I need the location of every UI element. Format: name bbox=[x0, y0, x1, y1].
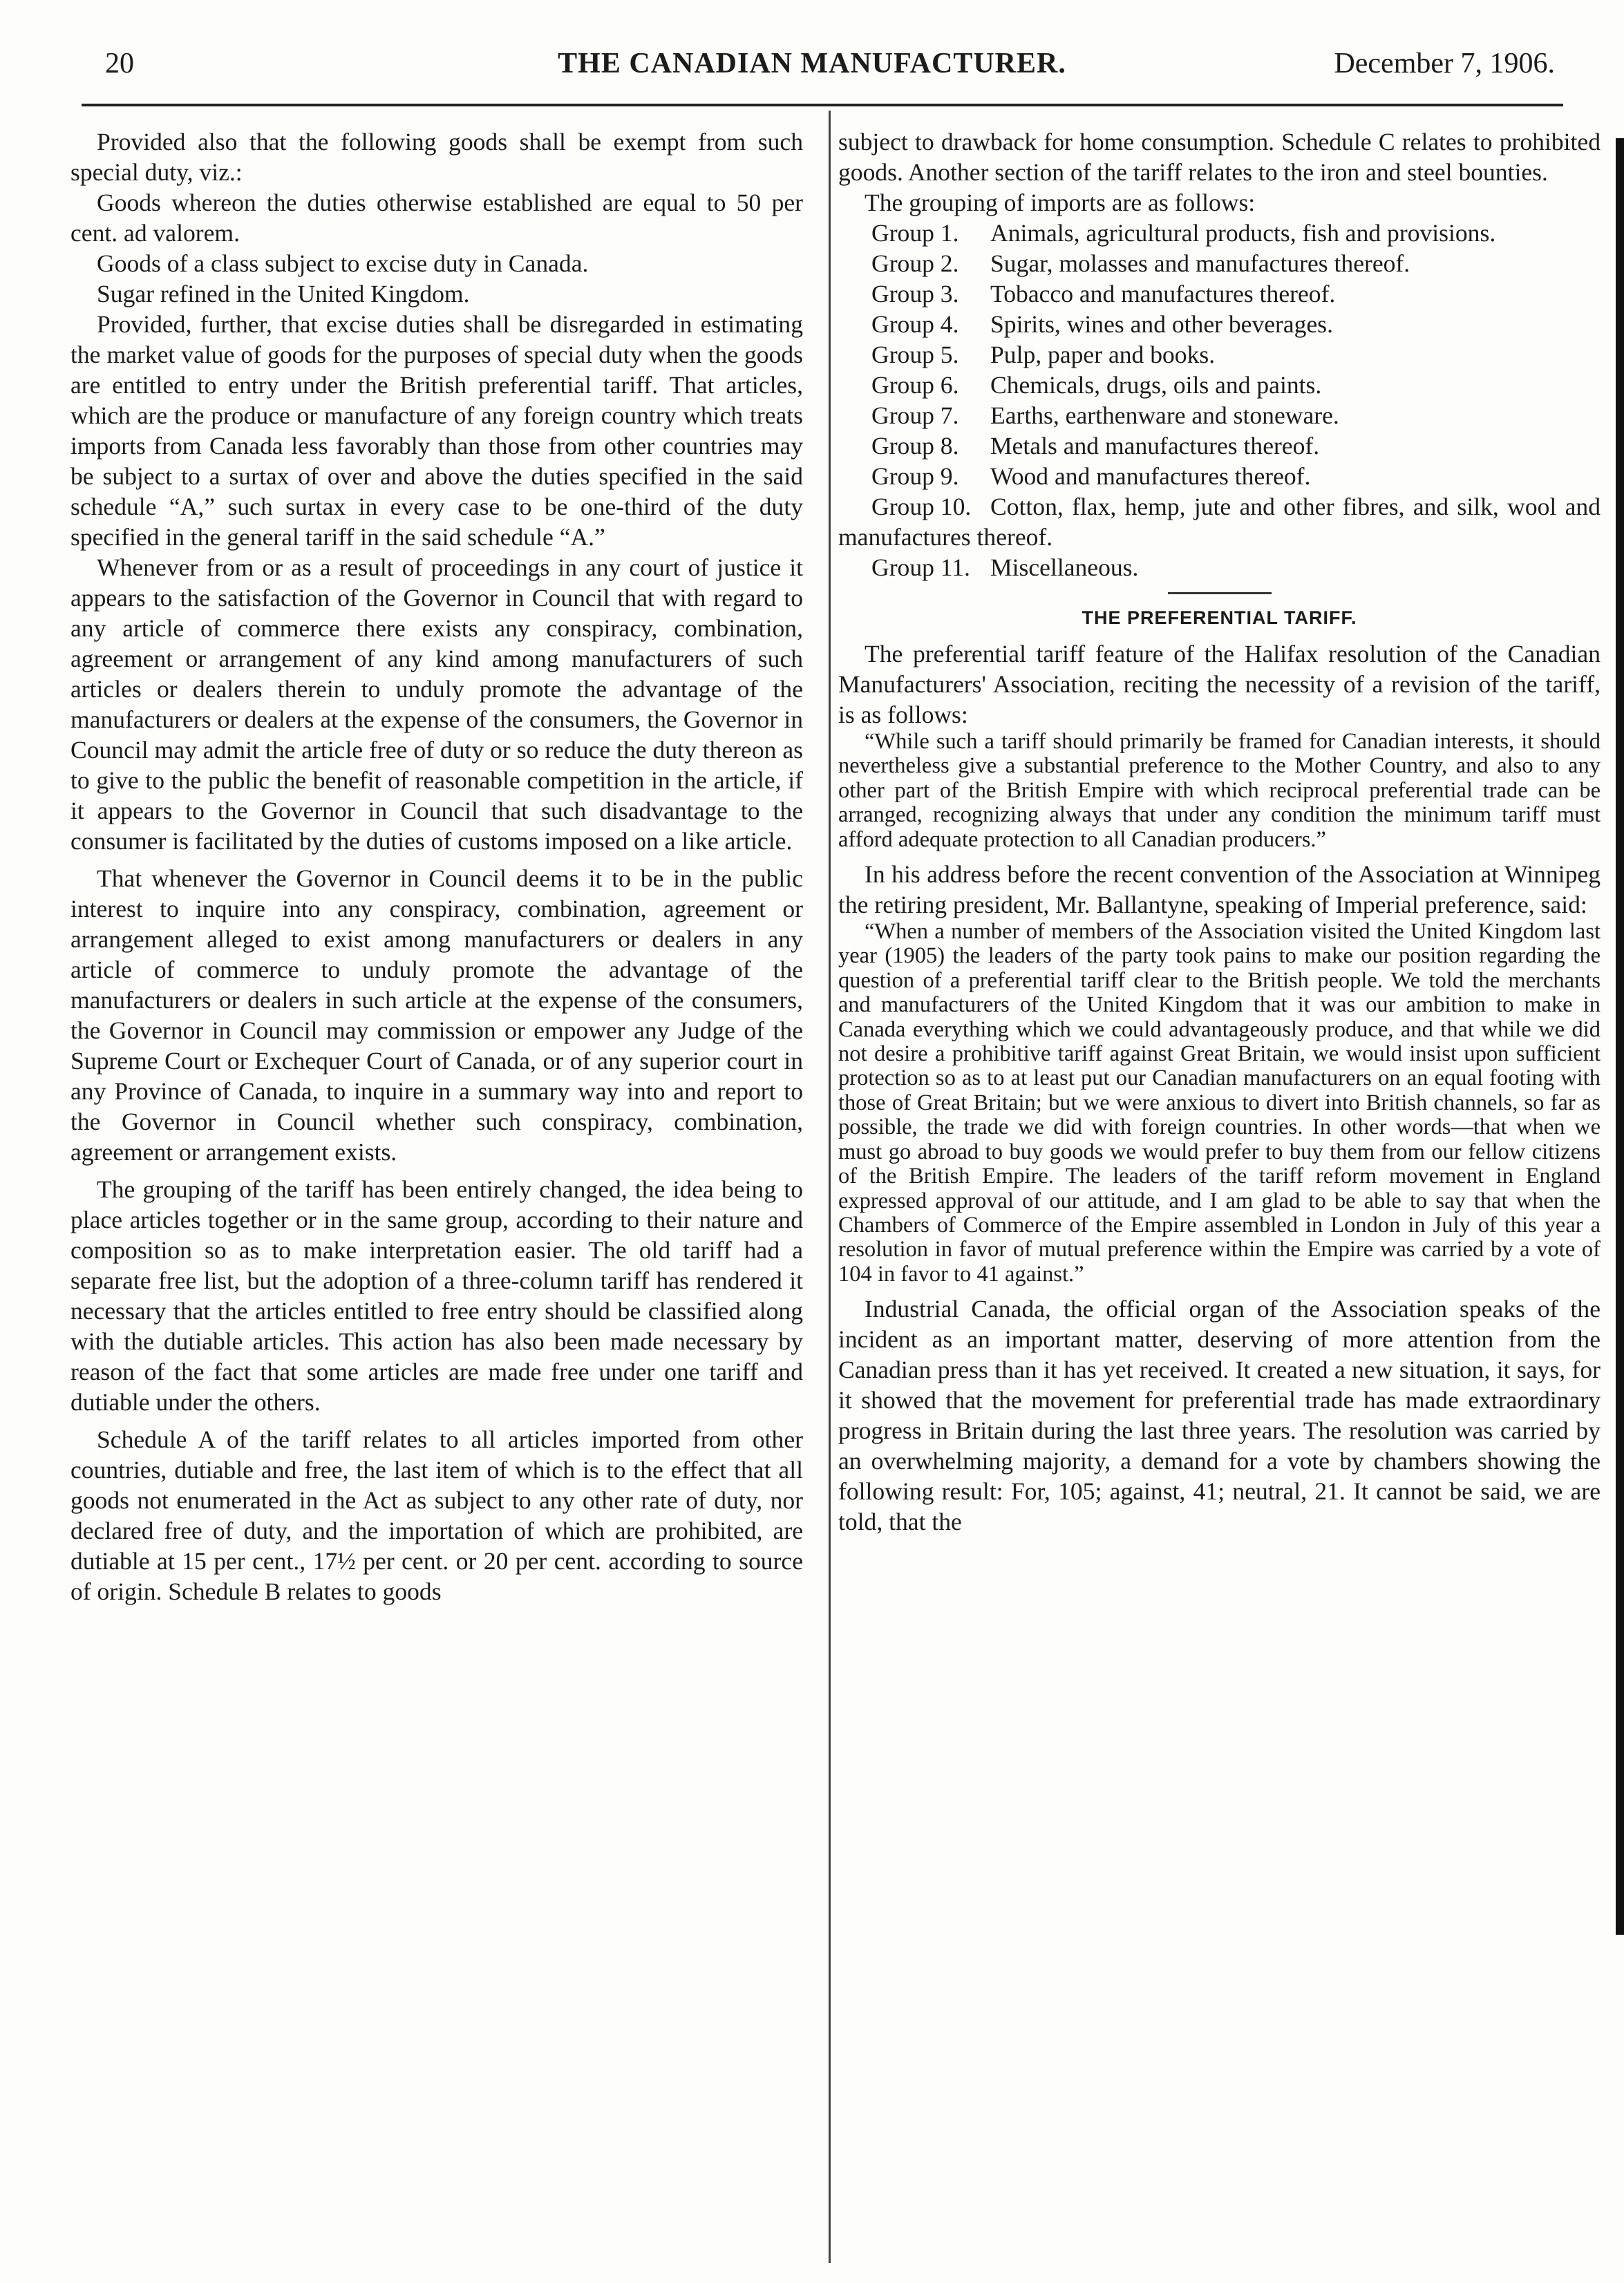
group-text: Miscellaneous. bbox=[990, 553, 1139, 581]
group-label: Group 1. bbox=[871, 219, 959, 247]
paragraph: Schedule A of the tariff relates to all articles imported from other countries, dutiable and free, the last item of which is to the effect that all goods not enumerated in the Act as subject to any other rate of duty, nor declared free of duty, and the importation of which are prohibited, are dutiable at 15 per cent., 17½ per cent. or 20 per cent. according to source of origin. Schedule B relates to goods bbox=[70, 1425, 803, 1605]
header-rule bbox=[82, 104, 1563, 106]
group-text: Cotton, flax, hemp, jute and other fibres, and silk, wool and manufactures thereof. bbox=[838, 493, 1601, 551]
list-item bbox=[838, 339, 1601, 370]
list-item bbox=[838, 552, 1601, 582]
paragraph: Provided also that the following goods shall be exempt from such special duty, viz.: bbox=[70, 128, 803, 186]
quotation: “When a number of members of the Association visited the United Kingdom last year (1905) the leaders of the party took pains to make our position regarding the question of a preferential tariff clear to the British people. We told the merchants and manufacturers of the United Kingdom that it was our ambition to make in Canada everything which we could advantageously produce, and that while we did not desire a prohibitive tariff against Great Britain, we would insist upon sufficient protection so as to at least put our Canadian manufacturers on an equal footing with those of Great Britain; but we were anxious to divert into British channels, so far as possible, the trade we did with foreign countries. In other words—that when we must go abroad to buy goods we would prefer to buy them from our fellow citizens of the British Empire. The leaders of the tariff reform movement in England expressed approval of our attitude, and I am glad to be able to say that when the Chambers of Commerce of the Empire assembled in London in July of this year a resolution in favor of mutual preference within the Empire was carried by a vote of 104 in favor to 41 against.” bbox=[838, 919, 1601, 1287]
right-column bbox=[838, 126, 1601, 1537]
group-label: Group 4. bbox=[871, 310, 959, 338]
group-label: Group 10. bbox=[871, 493, 972, 520]
section-rule bbox=[1168, 592, 1272, 594]
paragraph: Goods whereon the duties otherwise established are equal to 50 per cent. ad valorem. bbox=[70, 189, 803, 247]
group-label: Group 3. bbox=[871, 280, 959, 307]
list-item bbox=[838, 218, 1601, 248]
group-text: Tobacco and manufactures thereof. bbox=[990, 280, 1336, 307]
quotation: “While such a tariff should primarily be framed for Canadian interests, it should nevertheless give a substantial preference to the Mother Country, and also to any other part of the British Empire with which reciprocal preferential trade can be arranged, recognizing always that under any condition the minimum tariff must afford adequate protection to all Canadian producers.” bbox=[838, 729, 1601, 852]
paragraph: Industrial Canada, the official organ of the Association speaks of the incident as an important matter, deserving of more attention from the Canadian press than it has yet received. It created a new situation, it says, for it showed that the movement for preferential trade has made extraordinary progress in Britain during the last three years. The resolution was carried by an overwhelming majority, a demand for a vote by chambers showing the following result: For, 105; against, 41; neutral, 21. It cannot be said, we are told, that the bbox=[838, 1295, 1601, 1536]
group-label: Group 6. bbox=[871, 371, 959, 399]
group-text: Sugar, molasses and manufactures thereof. bbox=[990, 249, 1410, 277]
paragraph: Sugar refined in the United Kingdom. bbox=[97, 280, 470, 307]
list-item bbox=[838, 430, 1601, 461]
column-divider bbox=[829, 111, 831, 2263]
paragraph: That whenever the Governor in Council deems it to be in the public interest to inquire into any conspiracy, combination, agreement or arrangement alleged to exist among manufacturers or dealers in any article of commerce to unduly promote the advantage of the manufacturers or dealers in such article at the expense of the consumers, the Governor in Council may commission or empower any Judge of the Supreme Court or Exchequer Court of Canada, or of any superior court in any Province of Canada, to inquire in a summary way into and report to the Governor in Council whether such conspiracy, combination, agreement or arrangement exists. bbox=[70, 864, 803, 1166]
grouping-intro: The grouping of imports are as follows: bbox=[865, 189, 1256, 216]
group-text: Spirits, wines and other beverages. bbox=[990, 310, 1333, 338]
list-item bbox=[838, 248, 1601, 278]
group-label: Group 5. bbox=[871, 341, 959, 368]
publication-title: THE CANADIAN MANUFACTURER. bbox=[558, 48, 1066, 79]
paragraph: Whenever from or as a result of proceedings in any court of justice it appears to the satisfaction of the Governor in Council that with regard to any article of commerce there exists any conspiracy, combination, agreement or arrangement of any kind among manufacturers of such articles or dealers therein to unduly promote the advantage of the manufacturers or dealers at the expense of the consumers, the Governor in Council may admit the article free of duty or so reduce the duty thereon as to give to the public the benefit of reasonable competition in the article, if it appears to the Governor in Council that such disadvantage to the consumer is facilitated by the duties of customs imposed on a like article. bbox=[70, 553, 803, 855]
list-item bbox=[838, 278, 1601, 309]
group-label: Group 2. bbox=[871, 249, 959, 277]
group-text: Pulp, paper and books. bbox=[990, 341, 1216, 368]
paragraph: The preferential tariff feature of the Halifax resolution of the Canadian Manufacturers' Association, reciting the necessity of a revision of the tariff, is as follows: bbox=[838, 640, 1601, 728]
paragraph: subject to drawback for home consumption. Schedule C relates to prohibited goods. Another section of the tariff relates to the iron and steel bounties. bbox=[838, 128, 1601, 186]
group-label: Group 7. bbox=[871, 401, 959, 429]
paragraph: The grouping of the tariff has been entirely changed, the idea being to place articles together or in the same group, according to their nature and composition so as to make interpretation easier. The old tariff had a separate free list, but the adoption of a three-column tariff has rendered it necessary that the articles entitled to free entry should be classified along with the dutiable articles. This action has also been made necessary by reason of the fact that some articles are made free under one tariff and dutiable under the others. bbox=[70, 1175, 803, 1416]
group-label: Group 11. bbox=[871, 553, 970, 581]
group-label: Group 8. bbox=[871, 432, 959, 460]
list-item bbox=[838, 309, 1601, 339]
list-item bbox=[838, 400, 1601, 430]
paragraph: In his address before the recent convention of the Association at Winnipeg the retiring president, Mr. Ballantyne, speaking of Imperial preference, said: bbox=[838, 860, 1601, 919]
scan-edge bbox=[1616, 138, 1624, 1935]
group-list bbox=[838, 218, 1601, 582]
group-text: Chemicals, drugs, oils and paints. bbox=[990, 371, 1322, 399]
left-column bbox=[70, 126, 803, 1607]
list-item bbox=[838, 370, 1601, 400]
paragraph: Provided, further, that excise duties shall be disregarded in estimating the market value of goods for the purposes of special duty when the goods are entitled to entry under the British preferential tariff. That articles, which are the produce or manufacture of any foreign country which treats imports from Canada less favorably than those from other countries may be subject to a surtax of over and above the duties specified in the said schedule “A,” such surtax in every case to be one-third of the duty specified in the general tariff in the said schedule “A.” bbox=[70, 310, 803, 551]
issue-date: December 7, 1906. bbox=[1334, 48, 1555, 79]
group-label: Group 9. bbox=[871, 462, 959, 490]
paragraph: Goods of a class subject to excise duty in Canada. bbox=[97, 249, 589, 277]
group-text: Earths, earthenware and stoneware. bbox=[990, 401, 1339, 429]
group-text: Wood and manufactures thereof. bbox=[990, 462, 1311, 490]
list-item bbox=[838, 491, 1601, 552]
group-text: Animals, agricultural products, fish and provisions. bbox=[990, 219, 1496, 247]
list-item bbox=[838, 461, 1601, 491]
group-text: Metals and manufactures thereof. bbox=[990, 432, 1320, 460]
section-heading: THE PREFERENTIAL TARIFF. bbox=[1082, 607, 1357, 628]
page-number: 20 bbox=[105, 48, 134, 79]
